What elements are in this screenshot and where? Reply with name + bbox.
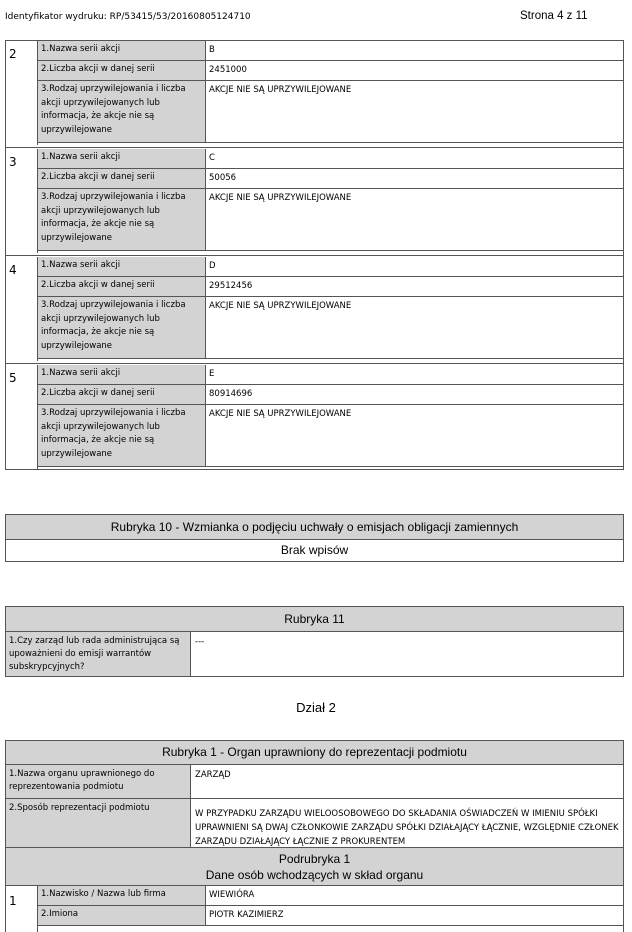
person-number: 1	[9, 894, 17, 908]
series-kind-label: 3.Rodzaj uprzywilejowania i liczba akcji uprzywilejowanych lub informacja, że akcje nie są uprzywilejowane	[38, 297, 205, 359]
representation-value: W PRZYPADKU ZARZĄDU WIELOOSOBOWEGO DO SKŁADANIA OŚWIADCZEŃ W IMIENIU SPÓŁKI UPRAWNIENI SĄ DWAJ CZŁONKOWIE ZARZĄDU SPÓŁKI DZIAŁAJĄCY ŁĄCZNIE, WZGLĘDNIE CZŁONEK ZARZĄDU DZIAŁAJĄCY ŁĄCZNIE Z PROKURENTEM	[195, 809, 619, 847]
series-kind-label: 3.Rodzaj uprzywilejowania i liczba akcji uprzywilejowanych lub informacja, że akcje nie są uprzywilejowane	[38, 405, 205, 467]
series-name-label: 1.Nazwa serii akcji	[38, 257, 205, 277]
series-name-value: C	[205, 149, 623, 169]
series-kind-label: 3.Rodzaj uprzywilejowania i liczba akcji uprzywilejowanych lub informacja, że akcje nie są uprzywilejowane	[38, 81, 205, 143]
series-count-value: 29512456	[205, 277, 623, 297]
warrants-question: 1.Czy zarząd lub rada administrująca są upoważnieni do emisji warrantów subskrypcyjnych?	[6, 632, 191, 676]
divider	[6, 255, 623, 256]
series-number: 2	[9, 47, 17, 61]
series-count-label: 2.Liczba akcji w danej serii	[38, 169, 205, 189]
series-name-value: D	[205, 257, 623, 277]
share-series-table	[5, 40, 624, 470]
series-name-label: 1.Nazwa serii akcji	[38, 41, 205, 61]
rubryka-1-title: Rubryka 1 - Organ uprawniony do reprezentacji podmiotu	[6, 741, 623, 765]
rubryka-1	[5, 740, 624, 932]
print-identifier: Identyfikator wydruku: RP/53415/53/20160805124710	[5, 12, 251, 22]
person-block	[6, 886, 623, 932]
series-block	[6, 257, 623, 361]
series-count-value: 2451000	[205, 61, 623, 81]
subsection-subtitle: Dane osób wchodzących w skład organu	[205, 868, 424, 882]
series-name-label: 1.Nazwa serii akcji	[38, 365, 205, 385]
series-number: 4	[9, 263, 17, 277]
series-number: 5	[9, 371, 17, 385]
divider	[6, 363, 623, 364]
series-block	[6, 149, 623, 253]
rubryka-10	[5, 514, 624, 562]
series-count-value: 50056	[205, 169, 623, 189]
rubryka-10-body: Brak wpisów	[280, 543, 349, 557]
series-block	[6, 365, 623, 469]
organ-value: ZARZĄD	[195, 770, 231, 780]
series-count-label: 2.Liczba akcji w danej serii	[38, 277, 205, 297]
rubryka-11	[5, 606, 624, 677]
representation-row	[6, 799, 623, 848]
series-name-label: 1.Nazwa serii akcji	[38, 149, 205, 169]
series-block	[6, 41, 623, 145]
series-kind-value: AKCJE NIE SĄ UPRZYWILEJOWANE	[205, 81, 623, 143]
organ-row	[6, 765, 623, 799]
first-names-value: PIOTR KAZIMIERZ	[205, 906, 623, 926]
surname-value: WIEWIÓRA	[205, 886, 623, 906]
series-count-label: 2.Liczba akcji w danej serii	[38, 61, 205, 81]
representation-label: 2.Sposób reprezentacji podmiotu	[6, 799, 191, 847]
series-count-value: 80914696	[205, 385, 623, 405]
series-kind-value: AKCJE NIE SĄ UPRZYWILEJOWANE	[205, 297, 623, 359]
first-names-label: 2.Imiona	[38, 906, 205, 926]
section-heading: Dział 2	[296, 700, 336, 715]
subsection-title: Podrubryka 1	[278, 852, 351, 866]
surname-label: 1.Nazwisko / Nazwa lub firma	[38, 886, 205, 906]
series-kind-label: 3.Rodzaj uprzywilejowania i liczba akcji uprzywilejowanych lub informacja, że akcje nie są uprzywilejowane	[38, 189, 205, 251]
rubryka-11-title: Rubryka 11	[6, 607, 623, 632]
rubryka-10-title: Rubryka 10 - Wzmianka o podjęciu uchwały o emisjach obligacji zamiennych	[6, 515, 623, 540]
series-number: 3	[9, 155, 17, 169]
subsection-header	[6, 848, 623, 886]
series-kind-value: AKCJE NIE SĄ UPRZYWILEJOWANE	[205, 405, 623, 467]
series-name-value: E	[205, 365, 623, 385]
page-number: Strona 4 z 11	[520, 10, 588, 22]
organ-label: 1.Nazwa organu uprawnionego do reprezentowania podmiotu	[6, 765, 191, 798]
series-kind-value: AKCJE NIE SĄ UPRZYWILEJOWANE	[205, 189, 623, 251]
series-name-value: B	[205, 41, 623, 61]
divider	[6, 147, 623, 148]
rubryka-11-row	[6, 632, 623, 676]
series-count-label: 2.Liczba akcji w danej serii	[38, 385, 205, 405]
warrants-answer: ---	[195, 637, 205, 647]
